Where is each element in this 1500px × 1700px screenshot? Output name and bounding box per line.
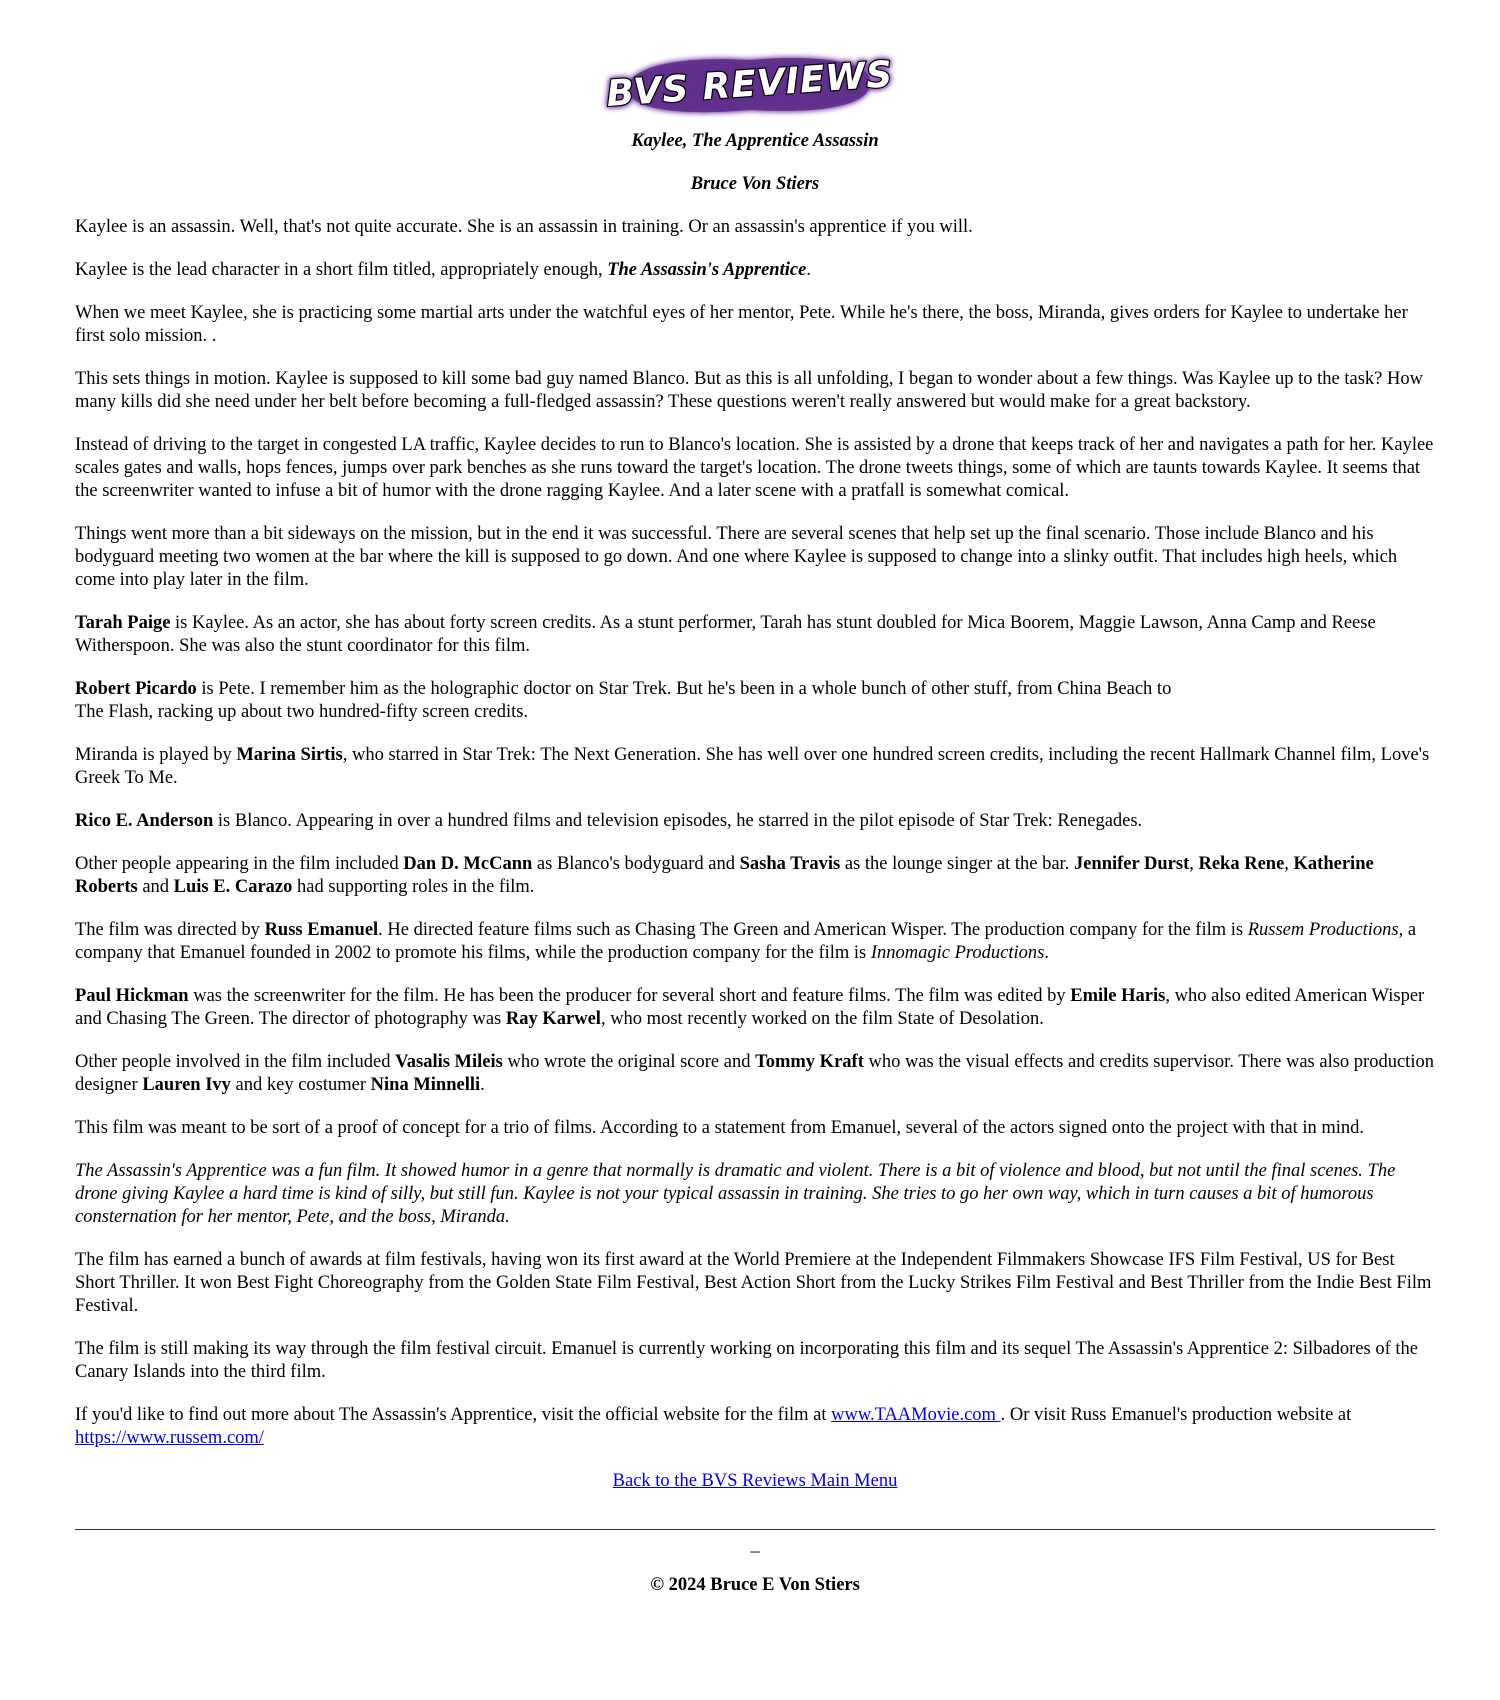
actor-name: Dan D. McCann (403, 854, 533, 874)
text: , (1189, 854, 1199, 874)
footer-dash: _ (750, 1535, 760, 1555)
paragraph-awards: The film has earned a bunch of awards at film festivals, having won its first award at the World Premiere at the Independent Filmmakers Showcase IFS Film Festival, US for Best Short Thriller. It won Best Fight Choreography from the Golden State Film Festival, Best Action Short from the Lucky Strikes Film Festival and Best Thriller from the Indie Best Film Festival. (75, 1250, 1432, 1316)
text: The Flash, racking up about two hundred-fifty screen credits. (75, 702, 529, 722)
text: who wrote the original score and (502, 1052, 756, 1072)
actor-name: Jennifer Durst (1073, 854, 1190, 874)
paragraph-verdict (75, 1160, 1435, 1229)
text: and (137, 877, 174, 897)
text: . (1044, 943, 1050, 963)
paragraph-meet-kaylee: When we meet Kaylee, she is practicing some martial arts under the watchful eyes of her mentor, Pete. While he's there, the boss, Miranda, gives orders for Kaylee to undertake her first solo mission. . (75, 303, 1408, 346)
text: Miranda is played by (75, 745, 237, 765)
crew-name: Ray Karwel (505, 1009, 601, 1029)
paragraph-intro: Kaylee is an assassin. Well, that's not quite accurate. She is an assassin in training. Or an assassin's apprentice if you will. (75, 217, 973, 237)
paragraph-mission: This sets things in motion. Kaylee is supposed to kill some bad guy named Blanco. But as this is all unfolding, I began to wonder about a few things. Was Kaylee up to the task? How many kills did she need under her belt before becoming a full-fledged assassin? These questions weren't really answered but would make for a great backstory. (75, 369, 1423, 412)
paragraph-marina-sirtis (75, 744, 1435, 790)
verdict-text: The Assassin's Apprentice was a fun film. It showed humor in a genre that normally is dramatic and violent. There is a bit of violence and blood, but not until the final scenes. The drone giving Kaylee a hard time is kind of silly, but still fun. Kaylee is not your typical assassin in training. She tries to go her own way, which in turn causes a bit of humorous consternation for her mentor, Pete, and the boss, Miranda. (75, 1161, 1396, 1227)
crew-name: Russ Emanuel (264, 920, 379, 940)
back-nav (75, 1470, 1435, 1493)
taamovie-link[interactable]: www.TAAMovie.com (831, 1405, 1001, 1425)
film-title: The Assassin's Apprentice (607, 260, 807, 280)
paragraph-proof-of-concept: This film was meant to be sort of a proof of concept for a trio of films. According to a statement from Emanuel, several of the actors signed onto the project with that in mind. (75, 1118, 1365, 1138)
logo-text: BVS REVIEWS (605, 54, 895, 115)
text: is Kaylee. As an actor, she has about forty screen credits. As a stunt performer, Tarah has stunt doubled for Mica Boorem, Maggie Lawson, Anna Camp and Reese Witherspoon. She was also the stunt coordinator for this film. (75, 613, 1376, 656)
text: who was the visual effects and credits supervisor. There was also production designer (75, 1052, 1434, 1095)
actor-name: Katherine Roberts (75, 854, 1374, 897)
text: , a company that Emanuel founded in 2002 to promote his films, while the production company for the film is (75, 920, 1417, 963)
actor-name: Marina Sirtis (236, 745, 343, 765)
paragraph-screenwriter (75, 985, 1435, 1031)
paragraph-other-crew (75, 1051, 1435, 1097)
russem-link[interactable]: https://www.russem.com/ (75, 1428, 264, 1448)
paragraph-robert-picardo (75, 678, 1435, 724)
text: had supporting roles in the film. (292, 877, 535, 897)
paragraph-tarah-paige (75, 612, 1435, 658)
paragraph-rico-anderson (75, 810, 1435, 833)
company-name: Russem Productions (1247, 920, 1399, 940)
paragraph-sideways: Things went more than a bit sideways on the mission, but in the end it was successful. There are several scenes that help set up the final scenario. Those include Blanco and his bodyguard meeting two women at the bar where the kill is supposed to go down. And one where Kaylee is supposed to change into a slinky outfit. That includes high heels, which come into play later in the film. (75, 524, 1398, 590)
text: . (480, 1075, 485, 1095)
actor-name: Rico E. Anderson (75, 811, 214, 831)
actor-name: Sasha Travis (739, 854, 841, 874)
text: The film was directed by (75, 920, 265, 940)
paragraph-festival-circuit: The film is still making its way through the film festival circuit. Emanuel is currently working on incorporating this film and its sequel The Assassin's Apprentice 2: Silbadores of the Canary Islands into the third film. (75, 1339, 1418, 1382)
text: as Blanco's bodyguard and (532, 854, 740, 874)
paragraph-director (75, 919, 1435, 965)
actor-name: Reka Rene (1198, 854, 1285, 874)
crew-name: Vasalis Mileis (395, 1052, 503, 1072)
text: . (806, 260, 811, 280)
text: Other people appearing in the film included (75, 854, 404, 874)
text: , who starred in Star Trek: The Next Generation. She has well over one hundred screen credits, including the recent Hallmark Channel film, Love's Greek To Me. (75, 745, 1430, 788)
paragraph-supporting-cast (75, 853, 1435, 899)
article-title: Kaylee, The Apprentice Assassin (631, 131, 879, 151)
actor-name: Luis E. Carazo (173, 877, 293, 897)
text: , who also edited American Wisper and Chasing The Green. The director of photography was (75, 986, 1425, 1029)
text: Kaylee is the lead character in a short film titled, appropriately enough, (75, 260, 608, 280)
crew-name: Nina Minnelli (370, 1075, 481, 1095)
actor-name: Tarah Paige (75, 613, 171, 633)
text: is Pete. I remember him as the holographic doctor on Star Trek. But he's been in a whole bunch of other stuff, from China Beach to (196, 679, 1172, 699)
crew-name: Emile Haris (1070, 986, 1166, 1006)
text: was the screenwriter for the film. He has been the producer for several short and feature films. The film was edited by (188, 986, 1071, 1006)
article-author: Bruce Von Stiers (690, 174, 820, 194)
text: . Or visit Russ Emanuel's production website at (1000, 1405, 1352, 1425)
text: , (1284, 854, 1294, 874)
text: as the lounge singer at the bar. (840, 854, 1074, 874)
copyright: © 2024 Bruce E Von Stiers (650, 1575, 860, 1595)
paragraph-websites (75, 1404, 1435, 1450)
crew-name: Paul Hickman (75, 986, 189, 1006)
back-to-main-menu-link[interactable]: Back to the BVS Reviews Main Menu (612, 1471, 898, 1491)
text: , who most recently worked on the film State of Desolation. (600, 1009, 1044, 1029)
text: is Blanco. Appearing in over a hundred films and television episodes, he starred in the pilot episode of Star Trek: Renegades. (213, 811, 1143, 831)
text: and key costumer (230, 1075, 371, 1095)
article (75, 130, 1435, 1597)
paragraph-film-title (75, 259, 1435, 282)
footer-divider (75, 1529, 1435, 1530)
text: Other people involved in the film included (75, 1052, 396, 1072)
text: . He directed feature films such as Chasing The Green and American Wisper. The production company for the film is (378, 920, 1248, 940)
bvs-reviews-logo (605, 48, 895, 120)
text: If you'd like to find out more about The Assassin's Apprentice, visit the official website for the film at (75, 1405, 832, 1425)
actor-name: Robert Picardo (75, 679, 197, 699)
crew-name: Lauren Ivy (142, 1075, 231, 1095)
crew-name: Tommy Kraft (755, 1052, 864, 1072)
paragraph-drone: Instead of driving to the target in congested LA traffic, Kaylee decides to run to Blanco's location. She is assisted by a drone that keeps track of her and navigates a path for her. Kaylee scales gates and walls, hops fences, jumps over park benches as she runs toward the target's location. The drone tweets things, some of which are taunts towards Kaylee. It seems that the screenwriter wanted to infuse a bit of humor with the drone ragging Kaylee. And a later scene with a pratfall is somewhat comical. (75, 435, 1434, 501)
company-name: Innomagic Productions (870, 943, 1045, 963)
